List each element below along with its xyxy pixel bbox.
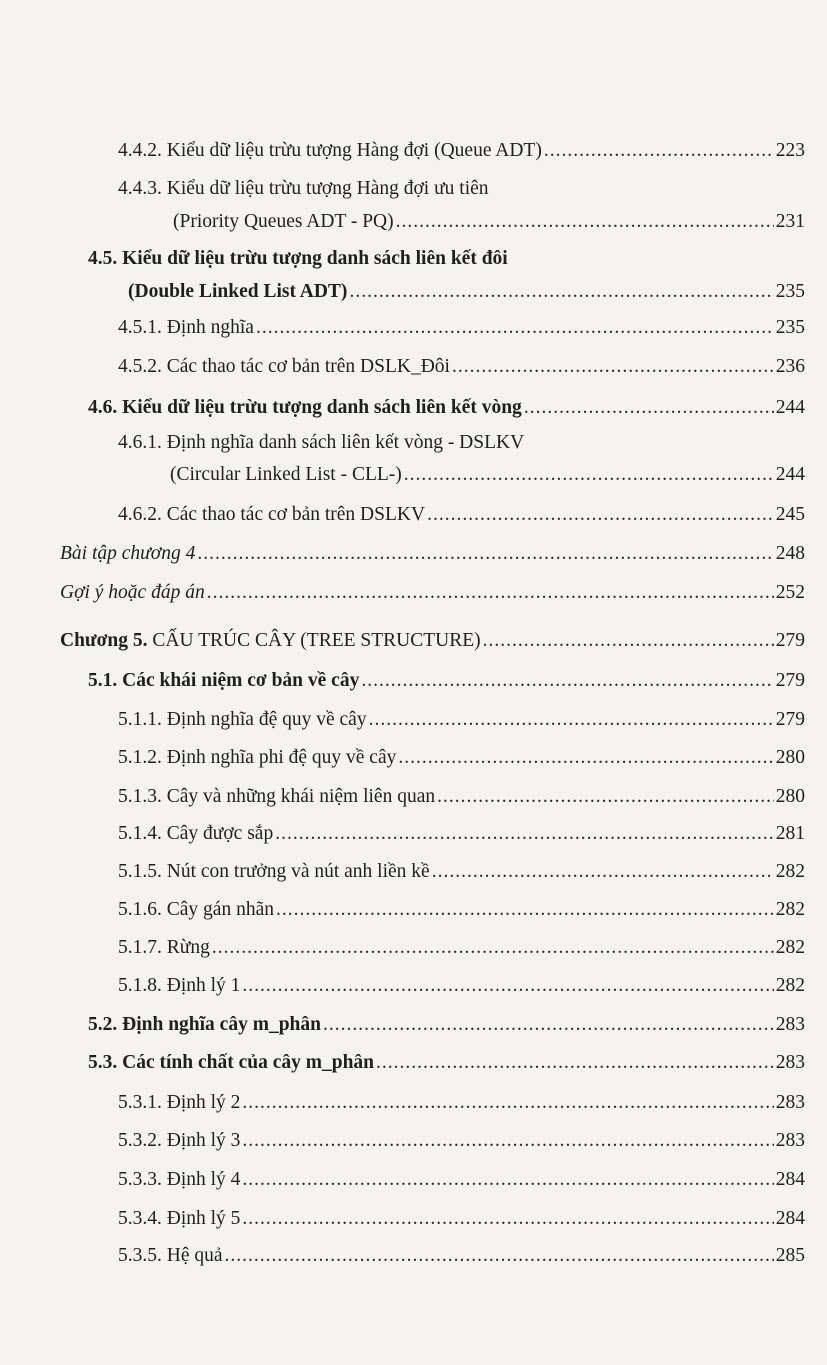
- toc-page-number: 283: [775, 1092, 805, 1113]
- toc-page-number: 252: [775, 582, 805, 603]
- toc-page-number: 284: [775, 1208, 805, 1229]
- toc-entry-4-4-3[interactable]: [118, 177, 805, 234]
- toc-entry-label: 5.1. Các khái niệm cơ bản về cây: [88, 670, 360, 691]
- toc-page-number: 283: [775, 1052, 805, 1073]
- toc-entry-label: 5.3.3. Định lý 4: [118, 1169, 241, 1190]
- toc-entry-label: 5.1.3. Cây và những khái niệm liên quan: [118, 786, 436, 807]
- toc-entry-label-line1: 4.5. Kiểu dữ liệu trừu tượng danh sách liên kết đôi: [88, 248, 508, 269]
- leader-dots: [437, 785, 774, 809]
- leader-dots: [483, 629, 774, 653]
- toc-page-number: 244: [775, 397, 805, 418]
- toc-page-number: 279: [775, 709, 805, 730]
- toc-entry-label: (Double Linked List ADT): [128, 281, 348, 302]
- toc-entry-5-3-5[interactable]: [118, 1244, 805, 1268]
- toc-entry-5-3-2[interactable]: [118, 1129, 805, 1153]
- toc-entry-label: 4.6. Kiểu dữ liệu trừu tượng danh sách liên kết vòng: [88, 397, 522, 418]
- toc-entry-5-1-7[interactable]: [118, 936, 805, 960]
- toc-entry-label: (Circular Linked List - CLL-): [170, 464, 402, 485]
- leader-dots: [275, 822, 774, 846]
- leader-dots: [242, 1091, 773, 1115]
- leader-dots: [404, 463, 774, 487]
- toc-page-number: 282: [775, 975, 805, 996]
- toc-entry-5-1-6[interactable]: [118, 898, 805, 922]
- toc-page-number: 235: [775, 281, 805, 302]
- toc-entry-label-line1: 4.6.1. Định nghĩa danh sách liên kết vòng - DSLKV: [118, 432, 525, 453]
- toc-entry-5-3-4[interactable]: [118, 1207, 805, 1231]
- toc-entry-label: 5.1.6. Cây gán nhãn: [118, 899, 274, 920]
- toc-entry-5-3[interactable]: [88, 1051, 805, 1075]
- toc-entry-label: 5.3.5. Hệ quả: [118, 1245, 223, 1266]
- toc-entry-5-1-3[interactable]: [118, 785, 805, 809]
- toc-entry-5-3-3[interactable]: [118, 1168, 805, 1192]
- leader-dots: [369, 708, 774, 732]
- toc-page-number: 281: [775, 823, 805, 844]
- toc-entry-4-6-1[interactable]: [118, 431, 805, 487]
- leader-dots: [398, 746, 773, 770]
- toc-entry-label: 4.6.2. Các thao tác cơ bản trên DSLKV: [118, 504, 426, 525]
- toc-entry-label: 5.1.7. Rừng: [118, 937, 210, 958]
- leader-dots: [276, 898, 774, 922]
- toc-entry-5-1[interactable]: [88, 669, 805, 693]
- leader-dots: [432, 860, 774, 884]
- toc-entry-5-1-2[interactable]: [118, 746, 805, 770]
- toc-entry-4-6[interactable]: [88, 396, 805, 420]
- toc-entry-chapter-5[interactable]: [60, 629, 805, 653]
- toc-page-number: 235: [775, 317, 805, 338]
- toc-page-number: 283: [775, 1014, 805, 1035]
- leader-dots: [242, 974, 773, 998]
- leader-dots: [225, 1244, 774, 1268]
- toc-entry-label: (Priority Queues ADT - PQ): [173, 211, 394, 232]
- chapter-number: Chương 5.: [60, 630, 148, 651]
- toc-page-number: 285: [775, 1245, 805, 1266]
- leader-dots: [207, 581, 774, 605]
- toc-page-number: 280: [775, 747, 805, 768]
- toc-entry-4-5-2[interactable]: [118, 355, 805, 379]
- leader-dots: [242, 1168, 773, 1192]
- leader-dots: [524, 396, 774, 420]
- toc-page-number: 282: [775, 861, 805, 882]
- chapter-title: CẤU TRÚC CÂY (TREE STRUCTURE): [147, 630, 481, 651]
- toc-entry-hints-answers[interactable]: [60, 581, 805, 605]
- toc-page-number: 284: [775, 1169, 805, 1190]
- leader-dots: [376, 1051, 774, 1075]
- toc-entry-4-4-2[interactable]: [118, 139, 805, 163]
- leader-dots: [544, 139, 774, 163]
- toc-entry-label: 5.3.2. Định lý 3: [118, 1130, 241, 1151]
- toc-page-number: 248: [775, 543, 805, 564]
- toc-page-number: 279: [775, 630, 805, 651]
- toc-entry-4-5-1[interactable]: [118, 316, 805, 340]
- leader-dots: [361, 669, 773, 693]
- toc-page-number: 236: [775, 356, 805, 377]
- leader-dots: [242, 1207, 773, 1231]
- toc-entry-label: 5.1.1. Định nghĩa đệ quy về cây: [118, 709, 367, 730]
- toc-entry-5-1-5[interactable]: [118, 860, 805, 884]
- toc-entry-label: 4.4.2. Kiểu dữ liệu trừu tượng Hàng đợi (Queue ADT): [118, 140, 542, 161]
- toc-page-number: 282: [775, 937, 805, 958]
- toc-page-number: 279: [775, 670, 805, 691]
- leader-dots: [396, 210, 774, 234]
- toc-page-number: 283: [775, 1130, 805, 1151]
- toc-entry-4-6-2[interactable]: [118, 503, 805, 527]
- leader-dots: [323, 1013, 774, 1037]
- toc-entry-5-1-8[interactable]: [118, 974, 805, 998]
- leader-dots: [256, 316, 774, 340]
- toc-entry-label: 4.5.1. Định nghĩa: [118, 317, 254, 338]
- toc-page-number: 282: [775, 899, 805, 920]
- toc-entry-label: [60, 629, 481, 653]
- toc-entry-label: 4.5.2. Các thao tác cơ bản trên DSLK_Đôi: [118, 356, 450, 377]
- toc-entry-label: 5.2. Định nghĩa cây m_phân: [88, 1014, 321, 1035]
- toc-entry-label: 5.1.8. Định lý 1: [118, 975, 241, 996]
- toc-entry-label: 5.1.4. Cây được sắp: [118, 823, 274, 844]
- leader-dots: [242, 1129, 773, 1153]
- toc-entry-exercises-ch4[interactable]: [60, 542, 805, 566]
- toc-entry-label: 5.1.5. Nút con trưởng và nút anh liền kề: [118, 861, 430, 882]
- leader-dots: [212, 936, 774, 960]
- leader-dots: [427, 503, 774, 527]
- toc-entry-5-1-4[interactable]: [118, 822, 805, 846]
- toc-page-number: 244: [775, 464, 805, 485]
- toc-entry-label-line1: 4.4.3. Kiểu dữ liệu trừu tượng Hàng đợi ưu tiên: [118, 178, 489, 199]
- toc-entry-label: 5.3.4. Định lý 5: [118, 1208, 241, 1229]
- toc-entry-label: 5.3.1. Định lý 2: [118, 1092, 241, 1113]
- toc-entry-label: Bài tập chương 4: [60, 543, 196, 564]
- leader-dots: [452, 355, 774, 379]
- toc-entry-5-2[interactable]: [88, 1013, 805, 1037]
- leader-dots: [197, 542, 773, 566]
- toc-page-number: 245: [775, 504, 805, 525]
- toc-entry-label: 5.1.2. Định nghĩa phi đệ quy về cây: [118, 747, 397, 768]
- toc-entry-label: Gợi ý hoặc đáp án: [60, 582, 205, 603]
- toc-entry-label: 5.3. Các tính chất của cây m_phân: [88, 1052, 375, 1073]
- toc-entry-4-5[interactable]: [88, 247, 805, 304]
- leader-dots: [349, 280, 773, 304]
- toc-page-number: 280: [775, 786, 805, 807]
- toc-entry-5-3-1[interactable]: [118, 1091, 805, 1115]
- toc-entry-5-1-1[interactable]: [118, 708, 805, 732]
- toc-page-number: 231: [775, 211, 805, 232]
- toc-page-number: 223: [775, 140, 805, 161]
